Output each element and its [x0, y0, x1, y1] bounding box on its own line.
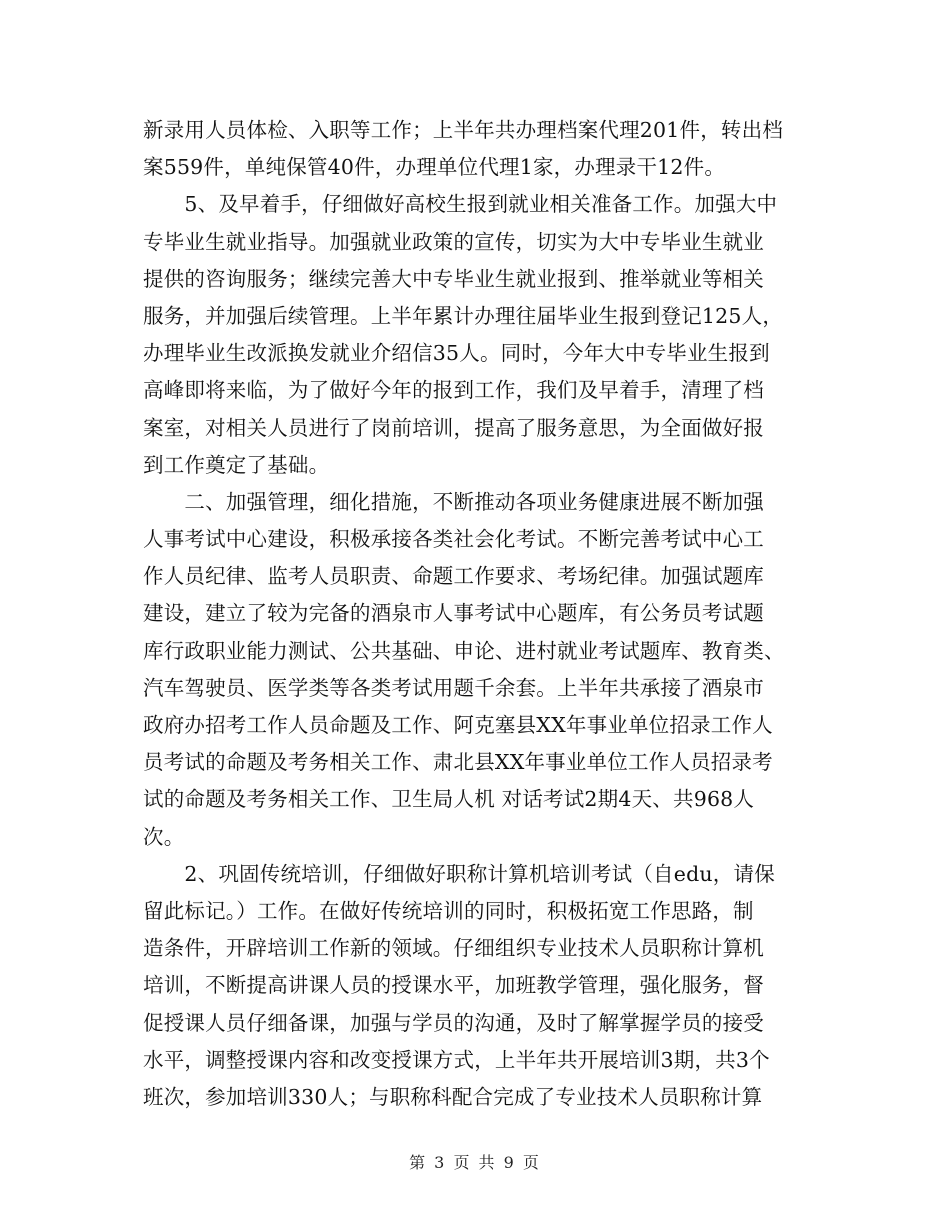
- text-line: 建设，建立了较为完备的酒泉市人事考试中心题库，有公务员考试题: [143, 601, 764, 626]
- text-line: 水平，调整授课内容和改变授课方式，上半年共开展培训3期，共3个: [143, 1047, 770, 1072]
- text-line: 专毕业生就业指导。加强就业政策的宣传，切实为大中专毕业生就业: [143, 229, 764, 254]
- text-line: 案559件，单纯保管40件，办理单位代理1家，办理录干12件。: [143, 155, 726, 180]
- text-line: 人事考试中心建设，积极承接各类社会化考试。不断完善考试中心工: [143, 527, 764, 552]
- text-line: 高峰即将来临，为了做好今年的报到工作，我们及早着手，清理了档: [143, 378, 764, 403]
- text-line: 促授课人员仔细备课，加强与学员的沟通，及时了解掌握学员的接受: [143, 1010, 764, 1035]
- text-line: 库行政职业能力测试、公共基础、申论、进村就业考试题库、教育类、: [143, 638, 785, 663]
- text-line: 提供的咨询服务；继续完善大中专毕业生就业报到、推举就业等相关: [143, 266, 764, 291]
- text-line: 次。: [143, 824, 185, 849]
- text-line: 案室，对相关人员进行了岗前培训，提高了服务意思，为全面做好报: [143, 415, 764, 440]
- text-line: 培训，不断提高讲课人员的授课水平，加班教学管理，强化服务，督: [143, 973, 764, 998]
- text-line: 政府办招考工作人员命题及工作、阿克塞县XX年事业单位招录工作人: [143, 713, 773, 737]
- text-line: 员考试的命题及考务相关工作、肃北县XX年事业单位工作人员招录考: [143, 750, 773, 775]
- text-line: 二、加强管理，细化措施，不断推动各项业务健康进展不断加强: [143, 489, 764, 514]
- text-line: 到工作奠定了基础。: [143, 452, 330, 477]
- text-line: 汽车驾驶员、医学类等各类考试用题千余套。上半年共承接了酒泉市: [143, 675, 764, 700]
- text-line: 试的命题及考务相关工作、卫生局人机 对话考试2期4天、共968人: [143, 787, 755, 812]
- text-line: 造条件，开辟培训工作新的领域。仔细组织专业技术人员职称计算机: [143, 936, 764, 961]
- text-line: 2、巩固传统培训，仔细做好职称计算机培训考试（自edu，请保: [143, 861, 775, 886]
- text-line: 作人员纪律、监考人员职责、命题工作要求、考场纪律。加强试题库: [143, 564, 764, 589]
- page-number-footer: 第 3 页 共 9 页: [409, 1153, 541, 1172]
- text-line: 服务，并加强后续管理。上半年累计办理往届毕业生报到登记125人，: [143, 303, 784, 328]
- body-text: [143, 112, 808, 1116]
- text-line: 留此标记。）工作。在做好传统培训的同时，积极拓宽工作思路，制: [143, 898, 754, 923]
- text-line: 办理毕业生改派换发就业介绍信35人。同时，今年大中专毕业生报到: [143, 341, 770, 366]
- text-line: 5、及早着手，仔细做好高校生报到就业相关准备工作。加强大中: [143, 192, 778, 217]
- text-line: 新录用人员体检、入职等工作；上半年共办理档案代理201件，转出档: [143, 118, 784, 142]
- text-line: 班次，参加培训330人；与职称科配合完成了专业技术人员职称计算: [143, 1084, 763, 1109]
